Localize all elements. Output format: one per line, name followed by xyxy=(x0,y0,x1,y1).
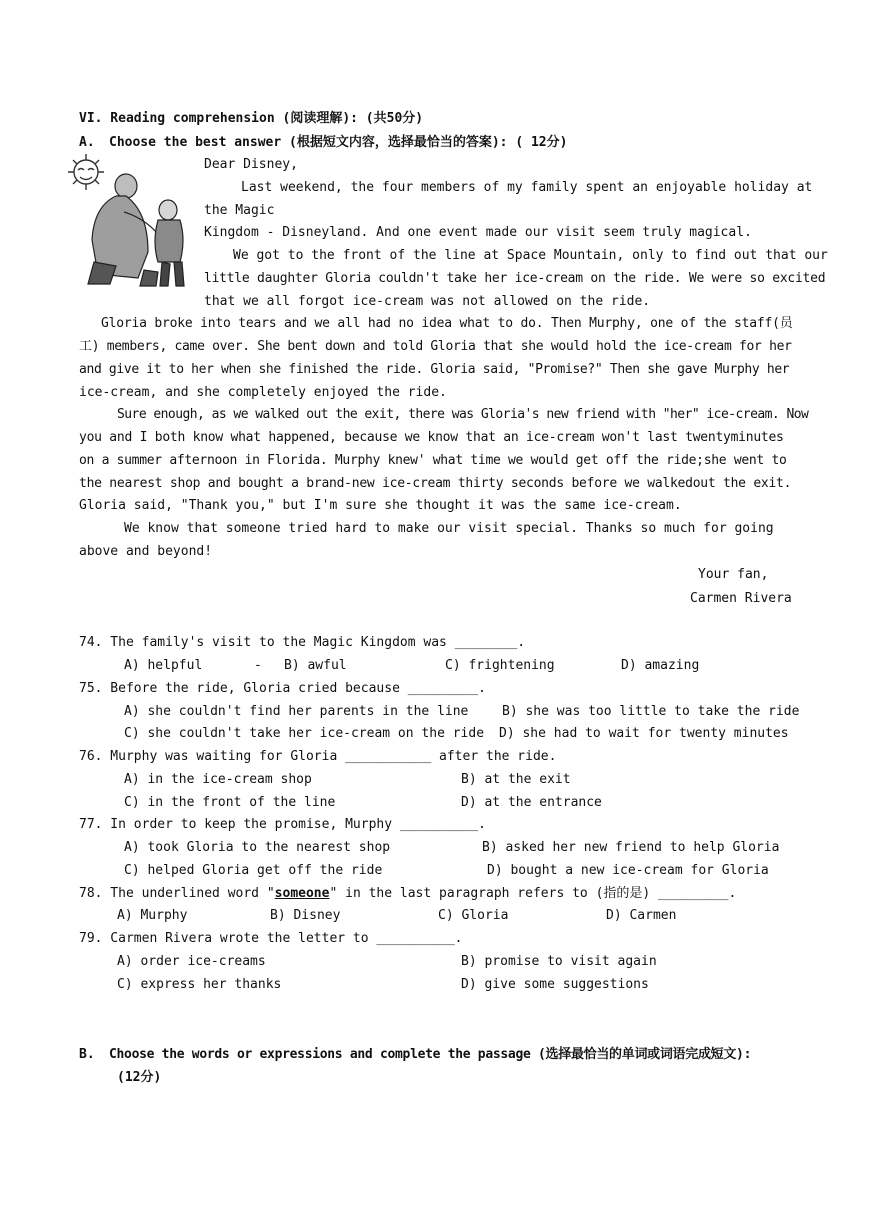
answer-option: B) she was too little to take the ride xyxy=(502,704,800,719)
letter-line: on a summer afternoon in Florida. Murphy knew' what time we would get off the ride;she went to xyxy=(79,453,787,468)
woman-figure xyxy=(88,174,158,286)
answer-option: D) bought a new ice-cream for Gloria xyxy=(487,863,769,878)
underlined-word: someone xyxy=(274,886,330,901)
answer-option: A) in the ice-cream shop xyxy=(124,772,312,787)
letter-line: Gloria broke into tears and we all had no idea what to do. Then Murphy, one of the staff(员 xyxy=(101,316,793,331)
letter-line: you and I both know what happened, because we know that an ice-cream won't last twentyminutes xyxy=(79,430,784,445)
question-stem: 79. Carmen Rivera wrote the letter to __________. xyxy=(79,931,463,946)
part-a-label: A. xyxy=(79,135,95,150)
answer-option: C) helped Gloria get off the ride xyxy=(124,863,383,878)
letter-line: 工) members, came over. She bent down and told Gloria that she would hold the ice-cream for her xyxy=(79,339,792,354)
question-stem: 75. Before the ride, Gloria cried because _________. xyxy=(79,681,486,696)
answer-option: C) she couldn't take her ice-cream on the ride xyxy=(124,726,485,741)
answer-option: B) awful xyxy=(284,658,347,673)
sun-icon xyxy=(68,154,104,190)
girl-figure xyxy=(155,200,184,286)
answer-option: A) order ice-creams xyxy=(117,954,266,969)
letter-line: Gloria said, "Thank you," but I'm sure she thought it was the same ice-cream. xyxy=(79,498,682,513)
answer-option: D) at the entrance xyxy=(461,795,602,810)
stem-suffix: " in the last paragraph refers to (指的是) _________. xyxy=(329,886,737,901)
letter-line: that we all forgot ice-cream was not allowed on the ride. xyxy=(204,294,651,309)
question-stem xyxy=(79,886,736,902)
stray-dash: - xyxy=(254,658,262,673)
answer-option: A) took Gloria to the nearest shop xyxy=(124,840,391,855)
letter-line: Last weekend, the four members of my family spent an enjoyable holiday at xyxy=(241,180,813,195)
question-stem: 76. Murphy was waiting for Gloria ___________ after the ride. xyxy=(79,749,557,764)
letter-line: Sure enough, as we walked out the exit, there was Gloria's new friend with "her" ice-cream. Now xyxy=(117,407,809,422)
answer-option: A) Murphy xyxy=(117,908,188,923)
letter-line: ice-cream, and she completely enjoyed the ride. xyxy=(79,385,447,400)
staff-and-girl-illustration xyxy=(64,152,200,292)
section-title: VI. Reading comprehension (阅读理解): (共50分) xyxy=(79,111,424,126)
part-b-heading: Choose the words or expressions and complete the passage (选择最恰当的单词或词语完成短文): xyxy=(109,1047,752,1062)
letter-line: little daughter Gloria couldn't take her ice-cream on the ride. We were so excited xyxy=(204,271,826,286)
answer-option: A) helpful xyxy=(124,658,203,673)
answer-option: D) Carmen xyxy=(606,908,677,923)
answer-option: B) Disney xyxy=(270,908,341,923)
part-b-label: B. xyxy=(79,1047,95,1062)
answer-option: B) at the exit xyxy=(461,772,571,787)
answer-option: D) amazing xyxy=(621,658,700,673)
answer-option: A) she couldn't find her parents in the line xyxy=(124,704,469,719)
answer-option: D) give some suggestions xyxy=(461,977,649,992)
letter-closing: Your fan, xyxy=(698,567,769,582)
letter-line: the nearest shop and bought a brand-new ice-cream thirty seconds before we walkedout the exit. xyxy=(79,476,792,491)
letter-line: We know that someone tried hard to make our visit special. Thanks so much for going xyxy=(124,521,774,536)
answer-option: B) asked her new friend to help Gloria xyxy=(482,840,780,855)
letter-salutation: Dear Disney, xyxy=(204,157,298,172)
answer-option: C) express her thanks xyxy=(117,977,282,992)
letter-line: Kingdom - Disneyland. And one event made our visit seem truly magical. xyxy=(204,225,752,240)
question-stem: 74. The family's visit to the Magic Kingdom was ________. xyxy=(79,635,526,650)
answer-option: C) Gloria xyxy=(438,908,509,923)
question-stem: 77. In order to keep the promise, Murphy __________. xyxy=(79,817,486,832)
answer-option: D) she had to wait for twenty minutes xyxy=(499,726,789,741)
letter-line: above and beyond! xyxy=(79,544,213,559)
answer-option: B) promise to visit again xyxy=(461,954,657,969)
letter-signature: Carmen Rivera xyxy=(690,591,792,606)
letter-line: and give it to her when she finished the ride. Gloria said, "Promise?" Then she gave Murphy her xyxy=(79,362,790,377)
stem-prefix: 78. The underlined word " xyxy=(79,886,275,901)
letter-line: the Magic xyxy=(204,203,275,218)
part-b-points: (12分) xyxy=(117,1070,162,1085)
answer-option: C) in the front of the line xyxy=(124,795,336,810)
answer-option: C) frightening xyxy=(445,658,555,673)
letter-line: We got to the front of the line at Space Mountain, only to find out that our xyxy=(233,248,828,263)
part-a-heading: Choose the best answer (根据短文内容，选择最恰当的答案): ( 12分) xyxy=(109,135,568,150)
